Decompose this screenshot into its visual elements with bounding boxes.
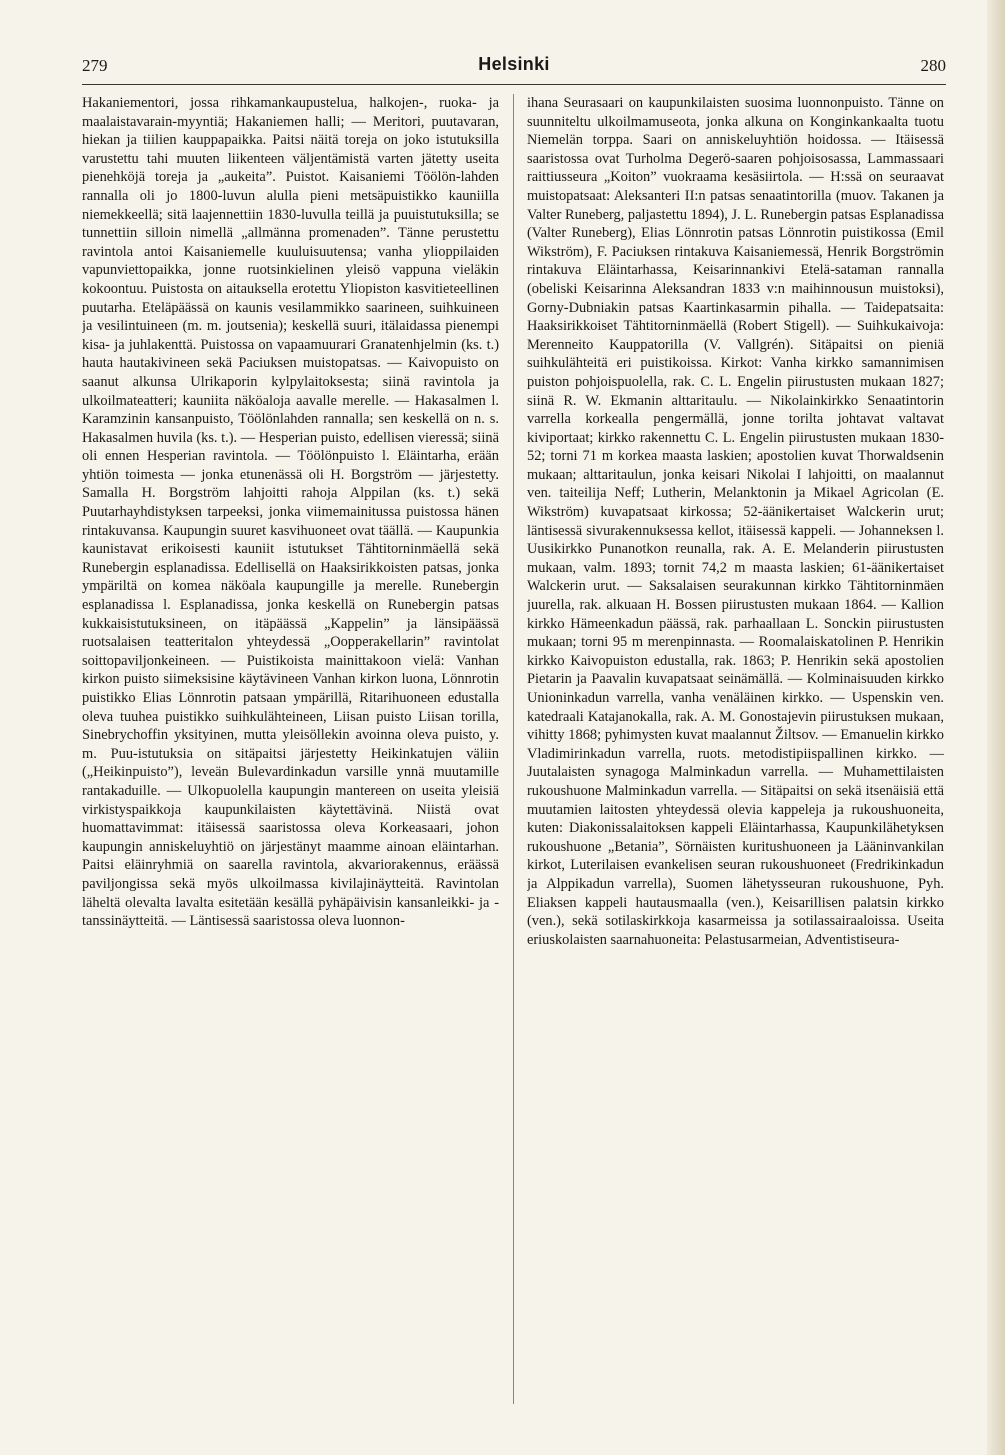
page-edge-shadow	[987, 0, 1005, 1455]
header-rule	[82, 84, 946, 85]
text-column-right	[527, 94, 944, 1414]
page-number-right: 280	[920, 56, 946, 75]
page-number-left: 279	[82, 56, 108, 75]
text-column-left	[82, 94, 499, 1414]
page-header	[82, 56, 946, 82]
column-text: ihana Seurasaari on kaupunkilaisten suosima luonnonpuisto. Tänne on suunniteltu ulkoilmamuseota, jonka alkuna on Konginkankaalta tuotu Niemelän torppa. Saari on anniskeluyhtiön hoidossa. — Itäisessä saaristossa ovat Turholma Degerö-saaren pohjoisosassa, Lammassaari raittiusseura „Koiton” vuokraama kesäsiirtola. — H:ssä on seuraavat muistopatsaat: Aleksanteri II:n patsas senaatintorilla (muov. Takanen ja Valter Runeberg, paljastettu 1894), J. L. Runebergin patsas Esplanadissa (Valter Runeberg), Elias Lönnrotin patsas Lönnrotin puistikossa (Emil Wikström), F. Paciuksen rintakuva Kaisaniemessä, Henrik Borgströmin rintakuva Eläintarhassa, Keisarinnankivi Etelä-sataman rannalla (obeliski Keisarinna Aleksandran 1833 v:n maihinnousun muistoksi), Gorny-Dubniakin patsas Kaartinkasarmin pihalla. — Taidepatsaita: Haaksirikkoiset Tähtitorninmäellä (Robert Stigell). — Suihkukaivoja: Merenneito Kauppatorilla (V. Vallgrén). Sitäpaitsi on pieniä suihkulähteitä eri puistikoissa. Kirkot: Vanha kirkko samannimisen puiston pohjoispuolella, rak. C. L. Engelin piirustusten mukaan 1827; siinä R. W. Ekmanin alttaritaulu. — Nikolainkirkko Senaatintorin varrella korkealla pengermällä, jonne torilta johtavat valtavat kiviportaat; kirkko rakennettu C. L. Engelin piirustusten mukaan 1830-52; torni 71 m korkea maasta laskien; apostolien kuvat Thorwaldsenin mukaan; alttaritaulun, jonka keisari Nikolai I lahjoitti, on maalannut ven. taiteilija Neff; Lutherin, Melanktonin ja Mikael Agricolan (E. Wikström) kuvapatsaat kirkossa; 52-äänikertaiset Walckerin urut; läntisessä sivurakennuksessa kellot, itäisessä kappeli. — Johanneksen l. Uusikirkko Punanotkon reunalla, rak. A. E. Melanderin piirustusten mukaan, valm. 1893; tornit 74,2 m maasta laskien; 61-äänikertaiset Walckerin urut. — Saksalaisen seurakunnan kirkko Tähtitorninmäen juurella, rak. alkuaan H. Bossen piirustusten mukaan 1864. — Kallion kirkko Hämeenkadun päässä, rak. parhaallaan L. Sonckin piirustusten mukaan; torni 95 m merenpinnasta. — Roomalaiskatolinen P. Henrikin kirkko Kaivopuiston edustalla, rak. 1863; P. Henrikin sekä apostolien Pietarin ja Paavalin kuvapatsaat seinämällä. — Kolminaisuuden kirkko Unioninkadun varrella, vanha venäläinen kirkko. — Uspenskin ven. katedraali Katajanokalla, rak. A. M. Gonostajevin piirustuksen mukaan, vihitty 1868; pyhimysten kuvat maalannut Žiltsov. — Emanuelin kirkko Vladimirinkadun varrella, ruots. metodistipiispallinen kirkko. — Juutalaisten synagoga Malminkadun varrella. — Muhamettilaisten rukoushuone Malminkadun varrella. — Sitäpaitsi on sekä itsenäisiä että muutamien laitosten yhteydessä olevia kappeleja ja rukoushuoneita, kuten: Diakonissalaitoksen kappeli Eläintarhassa, Kaupunkilähetyksen rukoushuone „Betania”, Sörnäisten kuritushuoneen ja Lääninvankilan kirkot, Luterilaisen evankelisen seuran rukoushuoneet (Fredrikinkadun ja Alppikadun varrella), Suomen lähetysseuran rukoushuone, Pyh. Eliaksen kappeli hautausmaalla (ven.), Keisarillisen palatsin kirkko (ven.), sekä sotilaskirkkoja kasarmeissa ja sotilassairaaloissa. Useita eriuskolaisten saarnahuoneita: Pelastusarmeian, Adventistiseura-	[527, 95, 944, 948]
running-head: Helsinki	[478, 54, 550, 74]
column-text: Hakaniementori, jossa rihkamankaupustelua, halkojen-, ruoka- ja maalaistavarain-myyntiä; Hakaniemen halli; — Meritori, puutavaran, hiekan ja tiilien kauppapaikka. Paitsi näitä toreja on joko istutuksilla varustettu tahi muuten liikenteen väljentämistä varten jätetty useita pienehköjä toreja ja „aukeita”. Puistot. Kaisaniemi Töölön-lahden rannalla oli jo 1800-luvun alulla pieni metsäpuistikko kauniilla niemekkeellä; sitä laajennettiin 1830-luvulla teillä ja puuistutuksilla; se tunnettiin silloin nimellä „allmänna promenaden”. Tänne perustettu ravintola antoi Kaisaniemelle kuuluisuutensa; vanha ylioppilaiden vapunviettopaikka, jonne ruotsinkielinen yleisö vappuna vieläkin kokoontuu. Puistosta on aitauksella erotettu Yliopiston kasvitieteellinen puutarha. Eteläpäässä on kaunis vesilammikko saarineen, suihkuineen ja vesilintuineen (m. m. joutsenia); keskellä suuri, itälaidassa pienempi kisa- ja juhlakenttä. Puistossa on vapaamuurari Granatenhjelmin (ks. t.) hauta hautakivineen sekä Paciuksen muistopatsas. — Kaivopuisto on saanut alkunsa Ulrikaporin kylpylaitoksesta; siinä ravintola ja ulkoilmateatteri; kauniita näköaloja aavalle merelle. — Hakasalmen l. Karamzinin kansanpuisto, Töölönlahden rannalla; sen keskellä on n. s. Hakasalmen huvila (ks. t.). — Hesperian puisto, edellisen vieressä; siinä oli ennen Hesperian ravintola. — Töölönpuisto l. Eläintarha, erään yhtiön toimesta — jonka etunenässä oli H. Borgström — järjestetty. Samalla H. Borgström lahjoitti rahoja Alppilan (ks. t.) sekä Puutarhayhdistyksen tarpeeksi, jonka viimemainitussa puistossa hänen rintakuvansa. Kaupungin suuret kasvihuoneet ovat täällä. — Kaupunkia kaunistavat erikoisesti kauniit istutukset Tähtitorninmäellä sekä Runebergin esplanadissa. Edellisellä on Haaksirikkoisten patsas, jonka ympäriltä on komea näköala kaupungille ja merelle. Runebergin esplanadissa l. Esplanadissa, jonka keskellä on Runebergin patsas kukkaisistutuksineen, on itäpäässä „Kappelin” ja länsipäässä ruotsalaisen teatteritalon yhteydessä „Oopperakellarin” ravintolat soittopaviljonkeineen. — Puistikoista mainittakoon vielä: Vanhan kirkon puisto siimeksisine käytävineen Vanhan kirkon luona, Lönnrotin puistikko Elias Lönnrotin patsaan ympärillä, Ritarihuoneen edustalla oleva tuuhea puistikko suihkulähteineen, Liisan puisto Liisan torilla, Sinebrychoffin yksityinen, mutta yleisöllekin avoinna oleva puisto, y. m. Puu-istutuksia on sitäpaitsi järjestetty Heikinkatujen väliin („Heikinpuisto”), leveän Bulevardinkadun varsille ynnä muutamille rantakaduille. — Ulkopuolella kaupungin mantereen on useita yleisiä virkistyspaikkoja kaupunkilaisten käytettävinä. Niistä ovat huomattavimmat: itäisessä saaristossa oleva Korkeasaari, johon kaupungin anniskeluyhtiö on järjestänyt maamme ainoan eläintarhan. Paitsi eläinryhmiä on saarella ravintola, akvariorakennus, eräässä paviljongissa sekä myös ulkoilmassa kivilajinäytteitä. Ravintolan läheltä olevalta lavalta esitetään kesällä pyhäpäivisin kansanleikki- ja -tanssinäytteitä. — Läntisessä saaristossa oleva luonnon-	[82, 95, 499, 930]
column-divider	[513, 94, 514, 1404]
